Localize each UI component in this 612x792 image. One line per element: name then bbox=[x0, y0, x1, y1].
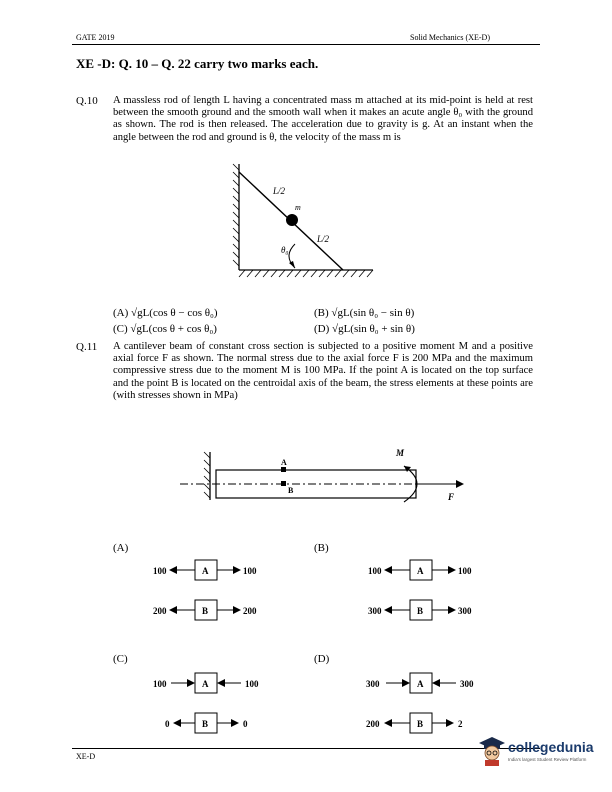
q11-number: Q.11 bbox=[76, 341, 98, 353]
watermark-tagline: India's largest Student Review Platform bbox=[508, 757, 587, 762]
option-text: √gL(cos θ − cos θ₀) bbox=[131, 307, 218, 319]
c-elem-a-left: 100 bbox=[153, 679, 167, 689]
label-theta0: θ₀ bbox=[281, 245, 289, 255]
d-elem-a-right: 300 bbox=[460, 679, 474, 689]
q11-option-d-elements[interactable] bbox=[360, 665, 490, 745]
q11-option-b-elements[interactable] bbox=[360, 552, 490, 632]
b-elem-b-left: 300 bbox=[368, 606, 382, 616]
footer-left: XE-D bbox=[76, 752, 96, 761]
b-elem-b-right: 300 bbox=[458, 606, 472, 616]
support-hatch bbox=[204, 452, 210, 498]
header-left: GATE 2019 bbox=[76, 33, 115, 42]
force-arrowhead bbox=[456, 480, 464, 488]
c-elem-a-right: 100 bbox=[245, 679, 259, 689]
d-elem-a-box: A bbox=[417, 679, 424, 689]
q11-figure bbox=[178, 440, 468, 510]
label-force: F bbox=[448, 492, 455, 502]
option-label: (A) bbox=[113, 307, 129, 319]
d-elem-a-left: 300 bbox=[366, 679, 380, 689]
option-text: √gL(sin θ₀ − sin θ) bbox=[331, 307, 415, 319]
mass bbox=[286, 214, 298, 226]
watermark-brand: collegedunia bbox=[508, 739, 594, 755]
q10-option-d[interactable] bbox=[314, 323, 415, 335]
b-elem-a-box: A bbox=[417, 566, 424, 576]
q10-option-c[interactable] bbox=[113, 323, 217, 335]
q10-option-b[interactable] bbox=[314, 307, 414, 319]
a-elem-b-right: 200 bbox=[243, 606, 257, 616]
point-a bbox=[281, 467, 286, 472]
c-elem-b-right: 0 bbox=[243, 719, 248, 729]
q11-option-c-label[interactable]: (C) bbox=[113, 653, 128, 665]
label-point-b: B bbox=[288, 486, 294, 495]
q11-option-a-label[interactable]: (A) bbox=[113, 542, 129, 554]
q10-text: A massless rod of length L having a concentrated mass m attached at its mid-point is held at rest between the smooth ground and the smooth wall when it makes an acute angle θ₀ with the ground as shown. The rod is then released. The acceleration due to gravity is g. At an instant when the angle between the rod and ground is θ, the velocity of the mass m is bbox=[113, 95, 533, 143]
a-elem-a-left: 100 bbox=[153, 566, 167, 576]
option-text: √gL(cos θ + cos θ₀) bbox=[130, 323, 217, 335]
label-l2-top: L/2 bbox=[273, 186, 286, 196]
c-elem-b-left: 0 bbox=[165, 719, 170, 729]
option-label: (B) bbox=[314, 307, 329, 319]
label-moment: M bbox=[396, 448, 405, 458]
q11-option-a-elements[interactable] bbox=[145, 552, 275, 632]
a-elem-b-box: B bbox=[202, 606, 209, 616]
q11-option-d-label[interactable]: (D) bbox=[314, 653, 330, 665]
option-text: √gL(sin θ₀ + sin θ) bbox=[332, 323, 415, 335]
label-point-a: A bbox=[281, 458, 287, 467]
option-label: (C) bbox=[113, 323, 128, 335]
q10-option-a[interactable] bbox=[113, 307, 218, 319]
point-b bbox=[281, 481, 286, 486]
section-title: XE -D: Q. 10 – Q. 22 carry two marks each. bbox=[76, 56, 319, 71]
watermark-logo bbox=[478, 735, 600, 775]
wall-hatch bbox=[233, 164, 239, 266]
a-elem-b-left: 200 bbox=[153, 606, 167, 616]
b-elem-b-box: B bbox=[417, 606, 424, 616]
d-elem-b-left: 200 bbox=[366, 719, 380, 729]
c-elem-a-box: A bbox=[202, 679, 209, 689]
label-m: m bbox=[295, 203, 301, 212]
a-elem-a-right: 100 bbox=[243, 566, 257, 576]
b-elem-a-left: 100 bbox=[368, 566, 382, 576]
ground-hatch bbox=[239, 270, 373, 277]
q10-figure bbox=[225, 160, 385, 285]
label-l2-bottom: L/2 bbox=[317, 234, 330, 244]
d-elem-b-box: B bbox=[417, 719, 424, 729]
b-elem-a-right: 100 bbox=[458, 566, 472, 576]
d-elem-b-right: 2 bbox=[458, 719, 463, 729]
q11-option-b-label[interactable]: (B) bbox=[314, 542, 329, 554]
q10-number: Q.10 bbox=[76, 95, 98, 107]
option-label: (D) bbox=[314, 323, 330, 335]
angle-arrowhead bbox=[289, 261, 295, 268]
graduate-avatar-icon bbox=[478, 735, 506, 767]
footer-rule bbox=[72, 748, 540, 749]
q11-option-c-elements[interactable] bbox=[145, 665, 275, 745]
q11-text: A cantilever beam of constant cross section is subjected to a positive moment M and a positive axial force F as shown. The normal stress due to the axial force F is 200 MPa and the maximum compressive stress due to the moment M is 100 MPa. If the point A is located on the top surface and the point B is located on the centroidal axis of the beam, the stress elements at these points are (with stresses shown in MPa) bbox=[113, 341, 533, 401]
c-elem-b-box: B bbox=[202, 719, 209, 729]
header-rule bbox=[72, 44, 540, 45]
a-elem-a-box: A bbox=[202, 566, 209, 576]
header-right: Solid Mechanics (XE-D) bbox=[410, 33, 490, 42]
